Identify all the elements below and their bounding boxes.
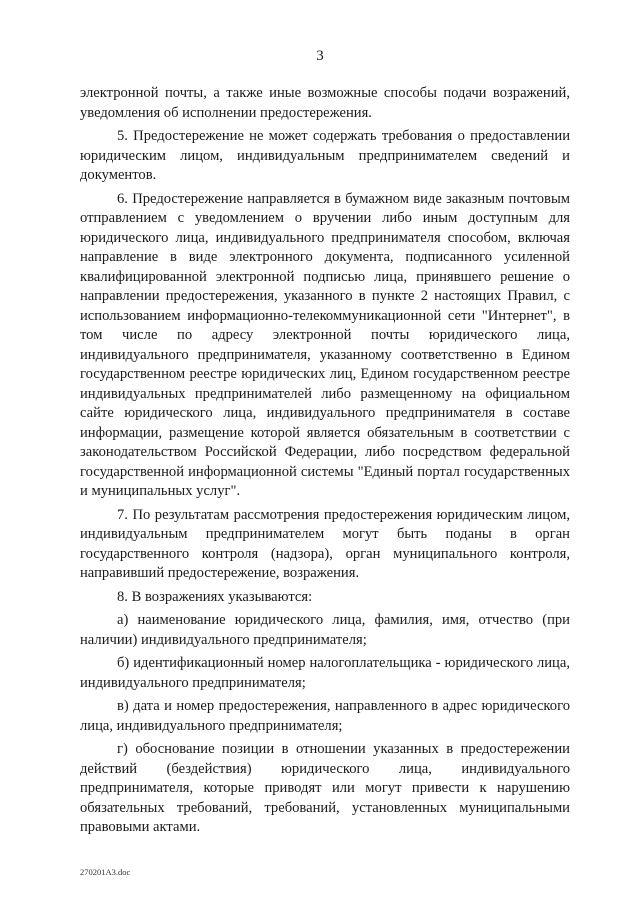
paragraph-item-5: 5. Предостережение не может содержать требования о предоставлении юридическим лицом, индивидуальным предпринимателем сведений и документов. — [80, 128, 570, 183]
subitem-b: б) идентификационный номер налогоплательщика - юридического лица, индивидуального предпринимателя; — [80, 655, 570, 691]
subitem-a: а) наименование юридического лица, фамилия, имя, отчество (при наличии) индивидуального предпринимателя; — [80, 612, 570, 648]
paragraph-continuation: электронной почты, а также иные возможные способы подачи возражений, уведомления об исполнении предостережения. — [80, 85, 570, 121]
document-body — [80, 84, 570, 842]
paragraph-item-6: 6. Предостережение направляется в бумажном виде заказным почтовым отправлением с уведомлением о вручении либо иным доступным для юридического лица, индивидуального предпринимателя способом, включая направление в виде электронного документа, подписанного усиленной квалифицированной электронной подписью лица, принявшего решение о направлении предостережения, указанного в пункте 2 настоящих Правил, с использованием информационно-телекоммуникационной сети "Интернет", в том числе по адресу электронной почты юридического лица, индивидуального предпринимателя, указанному соответственно в Едином государственном реестре юридических лиц, Едином государственном реестре индивидуальных предпринимателей либо размещенному на официальном сайте юридического лица, индивидуального предпринимателя в составе информации, размещение которой является обязательным в соответствии с законодательством Российской Федерации, либо посредством федеральной государственной информационной системы "Единый портал государственных и муниципальных услуг". — [80, 190, 570, 499]
document-file-code: 270201A3.doc — [80, 867, 131, 877]
page-number: 3 — [316, 48, 324, 64]
subitem-g: г) обоснование позиции в отношении указанных в предостережении действий (бездействия) юридического лица, индивидуального предпринимателя, которые приводят или могут привести к нарушению обязательных требований, требований, установленных муниципальными правовыми актами. — [80, 741, 570, 835]
paragraph-item-8: 8. В возражениях указываются: — [117, 588, 313, 605]
subitem-v: в) дата и номер предостережения, направленного в адрес юридического лица, индивидуального предпринимателя; — [80, 698, 570, 734]
paragraph-item-7: 7. По результатам рассмотрения предостережения юридическим лицом, индивидуальным предпринимателем могут быть поданы в орган государственного контроля (надзора), орган муниципального контроля, направивший предостережение, возражения. — [80, 506, 570, 581]
